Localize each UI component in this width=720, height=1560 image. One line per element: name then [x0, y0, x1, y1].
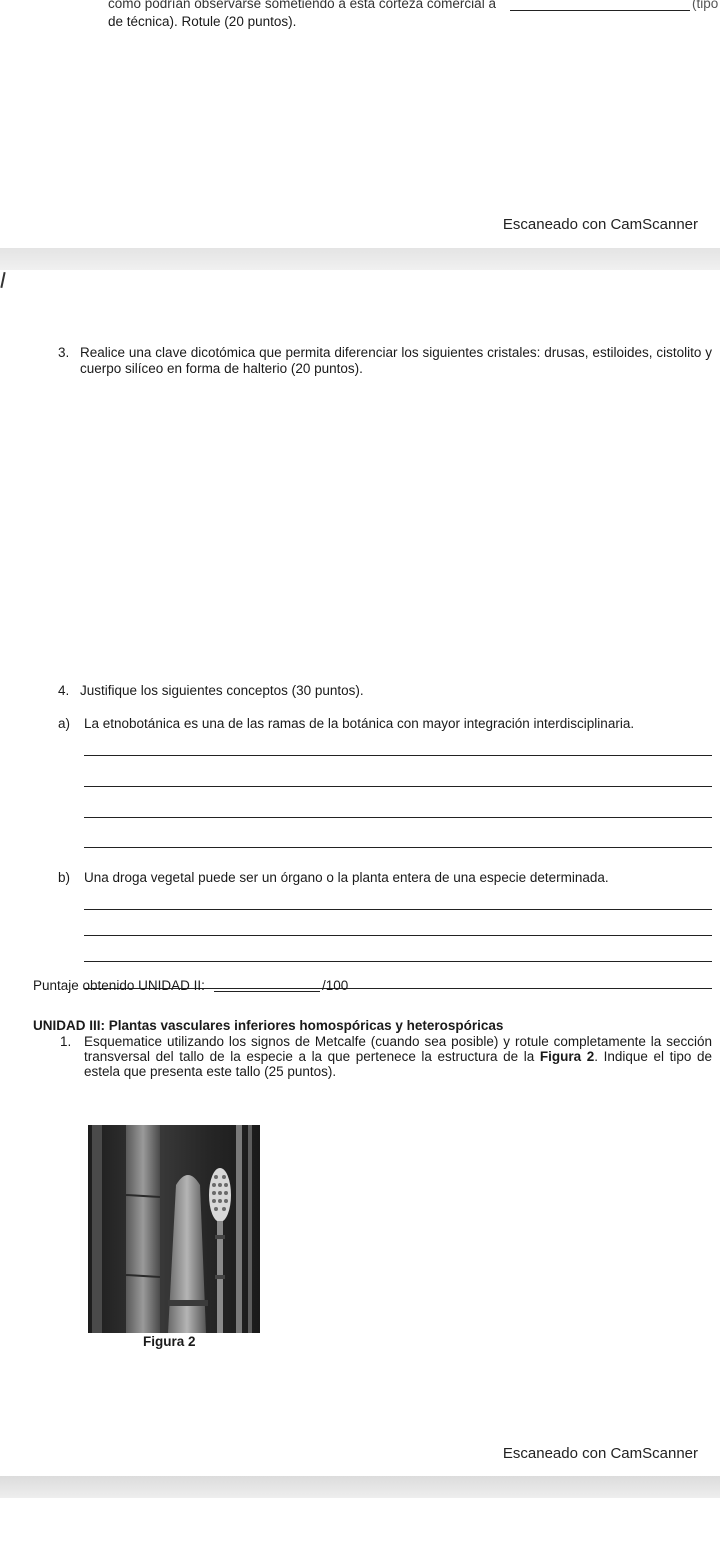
- previous-question-line: como podrían observarse sometiendo a esta corteza comercial a: [108, 0, 496, 11]
- figure-2-caption: Figura 2: [143, 1334, 196, 1349]
- question-4-text: Justifique los siguientes conceptos (30 puntos).: [80, 683, 364, 698]
- previous-question-line-2: de técnica). Rotule (20 puntos).: [108, 14, 297, 29]
- unit-3-question-1-text: [84, 1034, 712, 1079]
- item-b-label: b): [58, 870, 71, 885]
- question-text-part: Esquematice utilizando los signos de Metcalfe (cuando sea posible) y rotule completamente la sección transversal del tallo de la especie a la que pertenece la estructura de la: [84, 1034, 712, 1064]
- figure-2-photo: [88, 1125, 260, 1333]
- answer-line[interactable]: [84, 961, 712, 962]
- page-separator: [0, 1476, 720, 1498]
- camscanner-watermark: Escaneado con CamScanner: [502, 1445, 698, 1462]
- item-b-text: Una droga vegetal puede ser un órgano o la planta entera de una especie determinada.: [84, 870, 609, 885]
- item-a-text: La etnobotánica es una de las ramas de la botánica con mayor integración interdisciplinaria.: [84, 716, 635, 731]
- question-3-text: Realice una clave dicotómica que permita diferenciar los siguientes cristales: drusas, estiloides, cistolito y cuerpo silíceo en forma de halterio (20 puntos).: [80, 345, 712, 376]
- question-text-part: . Indique el tipo de estela que presenta este tallo (25 puntos).: [84, 1049, 712, 1079]
- unit-3-title: UNIDAD III: Plantas vasculares inferiores homospóricas y heterospóricas: [33, 1018, 504, 1033]
- score-suffix: /100: [322, 978, 349, 993]
- scanned-page-1: [0, 0, 720, 248]
- figure-reference: Figura 2: [539, 1049, 595, 1064]
- answer-line[interactable]: [84, 786, 712, 787]
- question-3-number: 3.: [58, 345, 70, 360]
- page-separator: [0, 248, 720, 270]
- item-a-label: a): [58, 716, 71, 731]
- next-page-top: [0, 1498, 720, 1560]
- answer-line[interactable]: [84, 909, 712, 910]
- answer-line[interactable]: [84, 935, 712, 936]
- horsetail-strobilus-image: [88, 1125, 260, 1333]
- answer-blank: [510, 10, 690, 11]
- score-blank[interactable]: [214, 991, 320, 992]
- answer-line[interactable]: [84, 847, 712, 848]
- camscanner-watermark: Escaneado con CamScanner: [502, 216, 698, 233]
- question-4-number: 4.: [58, 683, 70, 698]
- previous-question-tail: (tipo: [692, 0, 719, 11]
- answer-line[interactable]: [84, 755, 712, 756]
- unit-3-question-1-number: 1.: [60, 1034, 72, 1049]
- score-label: Puntaje obtenido UNIDAD II:: [33, 978, 205, 993]
- answer-line[interactable]: [84, 817, 712, 818]
